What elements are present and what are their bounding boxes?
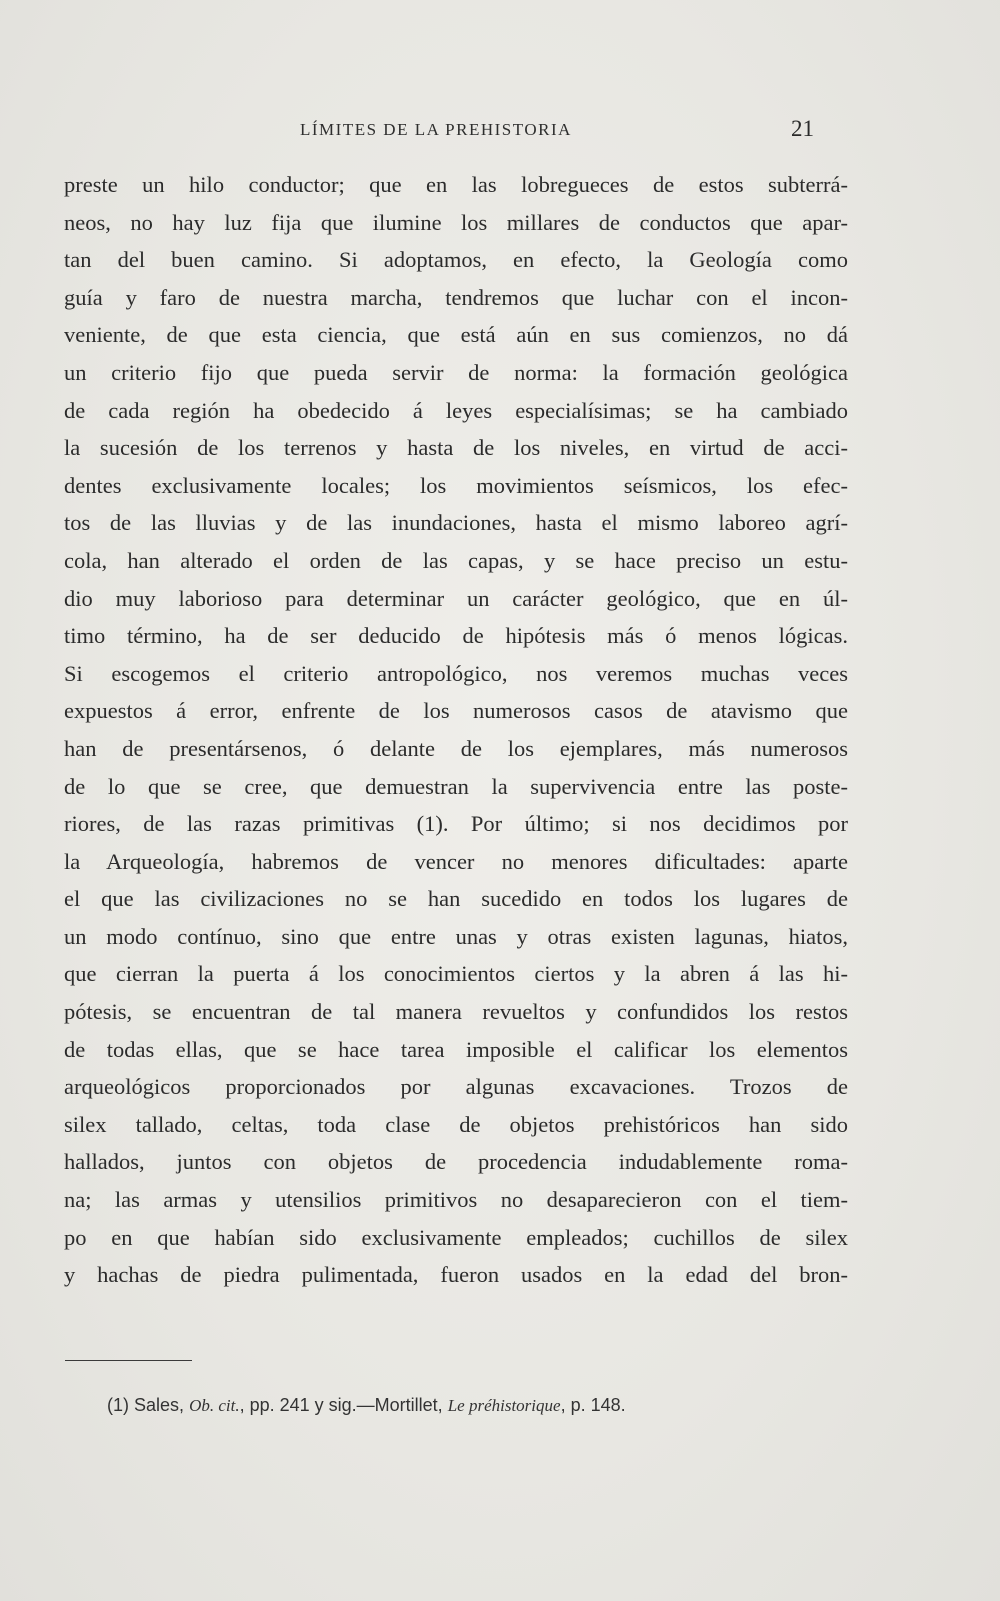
text-line: de lo que se cree, que demuestran la supervivencia entre las poste- bbox=[64, 773, 848, 799]
text-line: timo término, ha de ser deducido de hipótesis más ó menos lógicas. bbox=[64, 623, 848, 649]
text-line: dentes exclusivamente locales; los movimientos seísmicos, los efec- bbox=[64, 472, 848, 498]
body-text bbox=[64, 166, 848, 1294]
text-line: veniente, de que esta ciencia, que está aún en sus comienzos, no dá bbox=[64, 322, 848, 348]
footnote-text: , pp. 241 y sig.—Mortillet, bbox=[239, 1395, 443, 1415]
text-line: riores, de las razas primitivas (1). Por último; si nos decidimos por bbox=[64, 811, 848, 837]
text-line: cola, han alterado el orden de las capas, y se hace preciso un estu- bbox=[64, 547, 848, 573]
text-line: de todas ellas, que se hace tarea imposible el calificar los elementos bbox=[64, 1036, 848, 1062]
text-line: han de presentársenos, ó delante de los ejemplares, más numerosos bbox=[64, 735, 848, 761]
text-line: hallados, juntos con objetos de procedencia indudablemente roma- bbox=[64, 1149, 848, 1175]
text-line: po en que habían sido exclusivamente empleados; cuchillos de silex bbox=[64, 1224, 848, 1250]
footnote-citation-title: Le préhistorique bbox=[447, 1396, 561, 1415]
footnote-citation-title: Ob. cit. bbox=[189, 1396, 240, 1415]
text-line: guía y faro de nuestra marcha, tendremos que luchar con el incon- bbox=[64, 284, 848, 310]
text-line: la Arqueología, habremos de vencer no menores dificultades: aparte bbox=[64, 848, 848, 874]
text-line: na; las armas y utensilios primitivos no desaparecieron con el tiem- bbox=[64, 1187, 848, 1213]
text-line: de cada región ha obedecido á leyes especialísimas; se ha cambiado bbox=[64, 397, 848, 423]
text-line: el que las civilizaciones no se han sucedido en todos los lugares de bbox=[64, 886, 848, 912]
footnote-text: Sales, bbox=[134, 1395, 185, 1415]
footnote bbox=[107, 1395, 626, 1416]
footnote-marker: (1) bbox=[107, 1395, 129, 1415]
text-line: silex tallado, celtas, toda clase de objetos prehistóricos han sido bbox=[64, 1111, 848, 1137]
running-title: LÍMITES DE LA PREHISTORIA bbox=[300, 120, 572, 139]
text-line: pótesis, se encuentran de tal manera revueltos y confundidos los restos bbox=[64, 999, 848, 1025]
footnote-divider bbox=[65, 1360, 192, 1361]
text-line: expuestos á error, enfrente de los numerosos casos de atavismo que bbox=[64, 698, 848, 724]
text-line: tos de las lluvias y de las inundaciones, hasta el mismo laboreo agrí- bbox=[64, 510, 848, 536]
text-line: un criterio fijo que pueda servir de norma: la formación geológica bbox=[64, 359, 848, 385]
text-line: que cierran la puerta á los conocimientos ciertos y la abren á las hi- bbox=[64, 961, 848, 987]
text-line: un modo contínuo, sino que entre unas y otras existen lagunas, hiatos, bbox=[64, 923, 848, 949]
page-number: 21 bbox=[791, 116, 814, 141]
text-line: y hachas de piedra pulimentada, fueron usados en la edad del bron- bbox=[64, 1262, 848, 1288]
text-line: Si escogemos el criterio antropológico, nos veremos muchas veces bbox=[64, 660, 848, 686]
text-line: la sucesión de los terrenos y hasta de los niveles, en virtud de acci- bbox=[64, 435, 848, 461]
text-line: neos, no hay luz fija que ilumine los millares de conductos que apar- bbox=[64, 209, 848, 235]
text-line: preste un hilo conductor; que en las lobregueces de estos subterrá- bbox=[64, 172, 848, 197]
text-line: tan del buen camino. Si adoptamos, en efecto, la Geología como bbox=[64, 247, 848, 273]
text-line: dio muy laborioso para determinar un carácter geológico, que en úl- bbox=[64, 585, 848, 611]
text-line: arqueológicos proporcionados por algunas excavaciones. Trozos de bbox=[64, 1074, 848, 1100]
footnote-text: , p. 148. bbox=[560, 1395, 626, 1415]
